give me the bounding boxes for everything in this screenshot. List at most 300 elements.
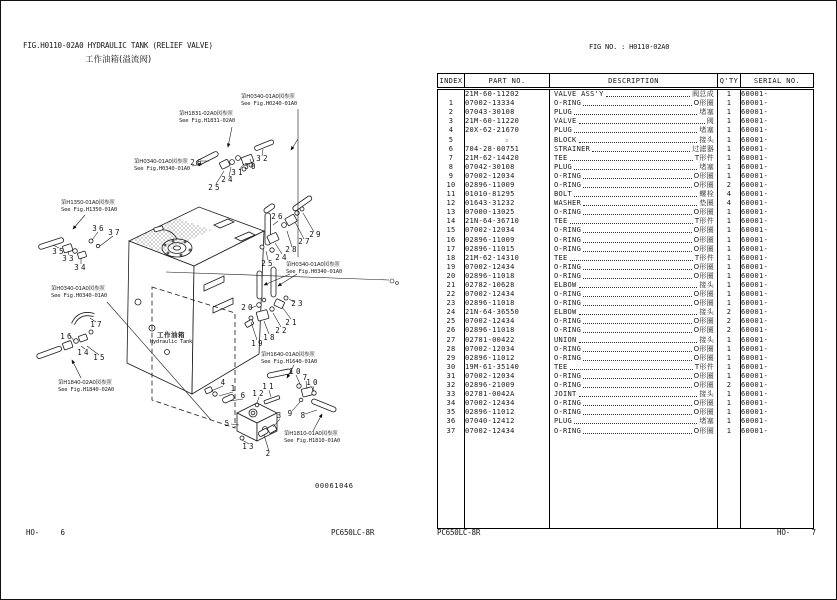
dot-leader bbox=[583, 410, 691, 415]
part-row bbox=[438, 181, 814, 190]
fitting-cluster-right bbox=[260, 195, 314, 263]
dot-leader bbox=[579, 338, 698, 343]
cell-part-no: 01643-31232 bbox=[465, 199, 550, 208]
callout-number: 13 bbox=[242, 442, 256, 452]
cell-serial: 60001- bbox=[741, 108, 814, 117]
description-en: O-RING bbox=[554, 353, 582, 362]
cell-part-no: 07002-12034 bbox=[465, 372, 550, 381]
description-cn: 垫圈 bbox=[699, 199, 714, 208]
cell-index: 21 bbox=[446, 281, 456, 290]
cell-description bbox=[550, 199, 718, 208]
part-row bbox=[438, 163, 814, 172]
fitting-cluster-left-upper bbox=[38, 232, 113, 264]
cell-description bbox=[550, 135, 718, 144]
cell-index: 31 bbox=[446, 371, 456, 380]
see-fig-reference-jp: 第H1831-02A0図参照 bbox=[179, 111, 233, 117]
tank-label-en: Hydraulic Tank bbox=[149, 339, 193, 345]
description-en: PLUG bbox=[554, 417, 573, 426]
cell-description bbox=[550, 117, 718, 126]
part-row bbox=[438, 199, 814, 208]
cell-part-no: 07043-30108 bbox=[465, 108, 550, 117]
empty-cell bbox=[741, 436, 814, 529]
cell-index: 17 bbox=[446, 244, 456, 253]
cell-description bbox=[550, 154, 718, 163]
valve-block-cluster bbox=[204, 369, 336, 451]
cell-serial: 60001- bbox=[741, 89, 814, 100]
callout-number: 26 bbox=[190, 158, 204, 168]
dot-leader bbox=[574, 419, 697, 424]
callout-number: 33 bbox=[62, 254, 76, 264]
callout-number: 18 bbox=[263, 333, 277, 343]
cell-qty: 2 bbox=[718, 326, 741, 335]
part-row bbox=[438, 299, 814, 308]
description-cn: O形圈 bbox=[693, 180, 714, 189]
callout-number: 31 bbox=[231, 168, 245, 178]
part-row bbox=[438, 117, 814, 126]
cell-description bbox=[550, 354, 718, 363]
cell-part-no: 21N-64-36550 bbox=[465, 308, 550, 317]
cell-serial: 60001- bbox=[741, 299, 814, 308]
part-row bbox=[438, 390, 814, 399]
description-cn: 堵塞 bbox=[699, 126, 714, 135]
cell-part-no: 02781-0042A bbox=[465, 390, 550, 399]
see-fig-reference-jp: 第H1810-01A0図参照 bbox=[284, 431, 338, 437]
cell-serial: 60001- bbox=[741, 254, 814, 263]
description-en: STRAINER bbox=[554, 144, 591, 153]
callout-number: 10 bbox=[306, 378, 320, 388]
description-en: O-RING bbox=[554, 171, 582, 180]
empty-cell bbox=[465, 436, 550, 529]
description-cn: O形圈 bbox=[693, 99, 714, 108]
cell-part-no: 02782-10628 bbox=[465, 281, 550, 290]
cell-index: 37 bbox=[446, 426, 456, 435]
cell-serial: 60001- bbox=[741, 272, 814, 281]
description-en: O-RING bbox=[554, 299, 582, 308]
description-en: O-RING bbox=[554, 208, 582, 217]
part-row bbox=[438, 417, 814, 426]
cell-index: 4 bbox=[448, 126, 454, 135]
part-row bbox=[438, 399, 814, 408]
cell-description bbox=[550, 245, 718, 254]
cell-index: 14 bbox=[446, 217, 456, 226]
cell-description bbox=[550, 99, 718, 108]
cell-description bbox=[550, 363, 718, 372]
cell-index: 35 bbox=[446, 408, 456, 417]
cell-qty: 1 bbox=[718, 217, 741, 226]
description-en: PLUG bbox=[554, 108, 573, 117]
dot-leader bbox=[583, 319, 691, 324]
callout-number: 5 bbox=[224, 419, 232, 429]
part-row bbox=[438, 89, 814, 100]
cell-index: 5 bbox=[448, 135, 454, 144]
dot-leader bbox=[583, 429, 691, 434]
cell-qty: 1 bbox=[718, 126, 741, 135]
cell-description bbox=[550, 326, 718, 335]
description-en: O-RING bbox=[554, 262, 582, 271]
part-row bbox=[438, 190, 814, 199]
cell-part-no: 21M-60-11220 bbox=[465, 117, 550, 126]
see-fig-reference-en: See Fig.H0340-01A0 bbox=[51, 292, 108, 299]
figure-title-cn: 工作油箱(溢流阀) bbox=[85, 55, 152, 65]
description-cn: O形圈 bbox=[693, 171, 714, 180]
description-cn: O形圈 bbox=[693, 271, 714, 280]
part-row bbox=[438, 263, 814, 272]
cell-qty: 1 bbox=[718, 345, 741, 354]
cell-index: 2 bbox=[448, 108, 454, 117]
callout-number: 11 bbox=[262, 382, 276, 392]
callout-number: 26 bbox=[271, 212, 285, 222]
part-row bbox=[438, 236, 814, 245]
see-fig-reference-en: See Fig.H0240-01A0 bbox=[241, 100, 298, 107]
cell-part-no: 07002-12434 bbox=[465, 263, 550, 272]
left-model-code: PC650LC-8R bbox=[331, 528, 375, 537]
cell-index: 26 bbox=[446, 326, 456, 335]
fitting-cluster-top bbox=[195, 139, 274, 184]
description-en: O-RING bbox=[554, 317, 582, 326]
cell-qty: 1 bbox=[718, 254, 741, 263]
callout-number: 27 bbox=[298, 237, 312, 247]
description-en: TEE bbox=[554, 153, 568, 162]
cell-serial: 60001- bbox=[741, 426, 814, 435]
column-header: INDEX bbox=[438, 74, 465, 89]
left-page-number: HO- 6 bbox=[26, 528, 65, 537]
cell-index: 24 bbox=[446, 308, 456, 317]
dot-leader bbox=[583, 265, 691, 270]
part-row bbox=[438, 281, 814, 290]
cell-index: 3 bbox=[448, 117, 454, 126]
description-cn: 接头 bbox=[699, 308, 714, 317]
cell-qty: 1 bbox=[718, 117, 741, 126]
cell-index: 22 bbox=[446, 290, 456, 299]
cell-part-no: 01010-81295 bbox=[465, 190, 550, 199]
cell-part-no: 19M-61-35140 bbox=[465, 363, 550, 372]
cell-description bbox=[550, 336, 718, 345]
cell-part-no: 07002-13334 bbox=[465, 99, 550, 108]
see-fig-reference-jp: 第H1840-02A0図参照 bbox=[58, 380, 112, 386]
dot-leader bbox=[606, 92, 690, 97]
cell-index: 18 bbox=[446, 253, 456, 262]
cell-description bbox=[550, 190, 718, 199]
description-cn: 堵塞 bbox=[699, 417, 714, 426]
dot-leader bbox=[583, 383, 691, 388]
description-cn: O形圈 bbox=[693, 344, 714, 353]
see-fig-reference-en: See Fig.H1640-01A0 bbox=[261, 358, 318, 365]
cell-qty: 1 bbox=[718, 226, 741, 235]
part-row bbox=[438, 317, 814, 326]
cell-description bbox=[550, 126, 718, 135]
callout-number: 1 bbox=[230, 384, 238, 394]
dot-leader bbox=[579, 392, 698, 397]
cell-qty: 1 bbox=[718, 408, 741, 417]
cell-qty: 2 bbox=[718, 308, 741, 317]
part-row bbox=[438, 363, 814, 372]
cell-part-no: 02896-21009 bbox=[465, 381, 550, 390]
cell-serial: 60001- bbox=[741, 181, 814, 190]
callout-number: 23 bbox=[291, 299, 305, 309]
cell-part-no: 07002-12434 bbox=[465, 399, 550, 408]
callout-number: 34 bbox=[74, 263, 88, 273]
callout-number: 29 bbox=[309, 230, 323, 240]
callout-number: 10 bbox=[289, 367, 303, 377]
callout-number: 14 bbox=[77, 348, 91, 358]
cell-index: 25 bbox=[446, 317, 456, 326]
description-en: ELBOW bbox=[554, 308, 577, 317]
cell-serial: 60001- bbox=[741, 199, 814, 208]
description-cn: 堵塞 bbox=[699, 162, 714, 171]
cell-qty: 1 bbox=[718, 245, 741, 254]
description-cn: 接头 bbox=[699, 135, 714, 144]
callout-number: 28 bbox=[285, 245, 299, 255]
cell-part-no: 20X-62-21670 bbox=[465, 126, 550, 135]
cell-serial: 60001- bbox=[741, 290, 814, 299]
description-en: VALVE bbox=[554, 117, 577, 126]
callout-number: 22 bbox=[275, 326, 289, 336]
cell-qty: 1 bbox=[718, 372, 741, 381]
cell-serial: 60001- bbox=[741, 390, 814, 399]
description-en: BOLT bbox=[554, 190, 573, 199]
callout-number: 7 bbox=[302, 373, 310, 383]
cell-index: 30 bbox=[446, 362, 456, 371]
figure-title: FIG.H0110-02A0 HYDRAULIC TANK (RELIEF VALVE) bbox=[23, 41, 213, 50]
cell-part-no: 02896-11018 bbox=[465, 299, 550, 308]
cell-part-no: 704-28-00751 bbox=[465, 145, 550, 154]
column-header: PART NO. bbox=[465, 74, 550, 89]
callout-number: 32 bbox=[256, 154, 270, 164]
cell-index: 10 bbox=[446, 180, 456, 189]
cell-part-no: 21N-64-36710 bbox=[465, 217, 550, 226]
dot-leader bbox=[579, 283, 698, 288]
cell-index: 16 bbox=[446, 235, 456, 244]
callout-number: 36 bbox=[92, 224, 106, 234]
part-row bbox=[438, 336, 814, 345]
right-page-number: HO- 7 bbox=[777, 528, 816, 537]
cell-description bbox=[550, 308, 718, 317]
cell-qty: 1 bbox=[718, 145, 741, 154]
callout-number: 30 bbox=[244, 162, 258, 172]
cell-serial: 60001- bbox=[741, 236, 814, 245]
cell-part-no: 07002-12034 bbox=[465, 226, 550, 235]
callout-number: 35 bbox=[52, 247, 66, 257]
dot-leader bbox=[583, 401, 691, 406]
description-cn: O形圈 bbox=[693, 317, 714, 326]
see-fig-reference-jp: 第H1640-01A0図参照 bbox=[261, 352, 315, 358]
part-row bbox=[438, 372, 814, 381]
callout-number: 12 bbox=[252, 389, 266, 399]
see-fig-reference-jp: 第H0340-01A0図参照 bbox=[134, 159, 188, 165]
description-en: O-RING bbox=[554, 344, 582, 353]
dot-leader bbox=[570, 256, 693, 261]
cell-serial: 60001- bbox=[741, 172, 814, 181]
cell-qty: 2 bbox=[718, 181, 741, 190]
cell-index: 7 bbox=[448, 153, 454, 162]
header-row bbox=[438, 74, 814, 89]
part-row bbox=[438, 408, 814, 417]
callout-number: 15 bbox=[93, 353, 107, 363]
parts-table-header bbox=[438, 74, 814, 89]
callout-number: 6 bbox=[240, 391, 248, 401]
cell-description bbox=[550, 217, 718, 226]
cell-description bbox=[550, 272, 718, 281]
part-row bbox=[438, 308, 814, 317]
cell-part-no: ☆ bbox=[465, 135, 550, 144]
drawing-number: 00061046 bbox=[315, 482, 354, 490]
cell-qty: 4 bbox=[718, 190, 741, 199]
cell-qty: 1 bbox=[718, 154, 741, 163]
dot-leader bbox=[583, 356, 691, 361]
parts-table-body bbox=[438, 89, 814, 529]
cell-qty: 2 bbox=[718, 317, 741, 326]
cell-index: 8 bbox=[448, 162, 454, 171]
cell-index bbox=[438, 89, 465, 100]
dot-leader bbox=[570, 219, 693, 224]
empty-cell bbox=[550, 436, 718, 529]
cell-serial: 60001- bbox=[741, 154, 814, 163]
cell-description bbox=[550, 89, 718, 100]
callout-number: 25 bbox=[208, 183, 222, 193]
dot-leader bbox=[583, 274, 691, 279]
cell-qty: 1 bbox=[718, 263, 741, 272]
parts-table bbox=[437, 73, 814, 529]
cell-description bbox=[550, 399, 718, 408]
cell-part-no: 02896-11018 bbox=[465, 272, 550, 281]
cell-description bbox=[550, 108, 718, 117]
cell-serial: 60001- bbox=[741, 126, 814, 135]
cell-description bbox=[550, 290, 718, 299]
description-en: O-RING bbox=[554, 235, 582, 244]
cell-qty: 1 bbox=[718, 336, 741, 345]
cell-serial: 60001- bbox=[741, 163, 814, 172]
part-row bbox=[438, 272, 814, 281]
cell-serial: 60001- bbox=[741, 135, 814, 144]
cell-qty: 1 bbox=[718, 99, 741, 108]
part-row bbox=[438, 354, 814, 363]
cell-description bbox=[550, 236, 718, 245]
cell-qty: 1 bbox=[718, 299, 741, 308]
dot-leader bbox=[583, 101, 691, 106]
description-cn: 阀总成 bbox=[692, 90, 714, 99]
cell-index: 23 bbox=[446, 299, 456, 308]
cell-qty: 1 bbox=[718, 163, 741, 172]
cell-qty: 1 bbox=[718, 89, 741, 100]
cell-index: 11 bbox=[446, 190, 456, 199]
cell-serial: 60001- bbox=[741, 326, 814, 335]
column-header: Q'TY bbox=[718, 74, 741, 89]
callout-number: 19 bbox=[251, 339, 265, 349]
cell-index: 1 bbox=[448, 99, 454, 108]
cell-description bbox=[550, 254, 718, 263]
cell-qty: 1 bbox=[718, 135, 741, 144]
see-fig-reference-en: See Fig.H1350-01A0 bbox=[61, 206, 118, 213]
cell-index: 29 bbox=[446, 353, 456, 362]
empty-cell bbox=[438, 436, 465, 529]
callout-number: 25 bbox=[261, 259, 275, 269]
see-fig-reference-jp: 第H1350-01A0図参照 bbox=[61, 200, 115, 206]
dot-leader bbox=[583, 238, 691, 243]
cell-serial: 60001- bbox=[741, 245, 814, 254]
dot-leader bbox=[583, 247, 691, 252]
part-row bbox=[438, 326, 814, 335]
part-row bbox=[438, 217, 814, 226]
description-cn: O形圈 bbox=[693, 299, 714, 308]
cell-part-no: 02896-11015 bbox=[465, 245, 550, 254]
description-en: PLUG bbox=[554, 126, 573, 135]
cell-description bbox=[550, 208, 718, 217]
part-row bbox=[438, 135, 814, 144]
part-row bbox=[438, 208, 814, 217]
dot-leader bbox=[583, 347, 691, 352]
cell-description bbox=[550, 317, 718, 326]
description-cn: 接头 bbox=[699, 390, 714, 399]
dot-leader bbox=[570, 156, 693, 161]
cell-part-no: 07040-12412 bbox=[465, 417, 550, 426]
cell-serial: 60001- bbox=[741, 408, 814, 417]
cell-serial: 60001- bbox=[741, 308, 814, 317]
description-cn: O形圈 bbox=[693, 235, 714, 244]
cell-serial: 60001- bbox=[741, 354, 814, 363]
cell-index: 27 bbox=[446, 335, 456, 344]
callout-number: 3 bbox=[276, 411, 284, 421]
callout-number: 9 bbox=[287, 409, 295, 419]
part-row bbox=[438, 145, 814, 154]
description-en: O-RING bbox=[554, 381, 582, 390]
cell-part-no: 02896-11012 bbox=[465, 354, 550, 363]
see-fig-reference-en: See Fig.H1810-01A0 bbox=[284, 437, 341, 444]
see-fig-reference-jp: 第H0340-01A0図参照 bbox=[51, 286, 105, 292]
part-row bbox=[438, 108, 814, 117]
description-cn: T形件 bbox=[694, 253, 714, 262]
dot-leader bbox=[574, 110, 697, 115]
description-cn: 接头 bbox=[699, 335, 714, 344]
callout-number: 2 bbox=[265, 449, 273, 459]
dot-leader bbox=[574, 192, 697, 197]
description-cn: O形圈 bbox=[693, 326, 714, 335]
cell-serial: 60001- bbox=[741, 317, 814, 326]
cell-qty: 1 bbox=[718, 426, 741, 435]
dot-leader bbox=[579, 119, 705, 124]
part-row bbox=[438, 254, 814, 263]
cell-serial: 60001- bbox=[741, 217, 814, 226]
part-row bbox=[438, 290, 814, 299]
cell-description bbox=[550, 263, 718, 272]
description-cn: O形圈 bbox=[693, 381, 714, 390]
description-cn: O形圈 bbox=[693, 290, 714, 299]
cell-description bbox=[550, 163, 718, 172]
callout-number: 21 bbox=[285, 318, 299, 328]
tank-body bbox=[127, 207, 264, 428]
description-cn: 堵塞 bbox=[699, 108, 714, 117]
description-en: BLOCK bbox=[554, 135, 577, 144]
description-en: O-RING bbox=[554, 99, 582, 108]
description-cn: 螺栓 bbox=[699, 190, 714, 199]
description-en: O-RING bbox=[554, 180, 582, 189]
description-en: TEE bbox=[554, 253, 568, 262]
cell-description bbox=[550, 145, 718, 154]
cell-description bbox=[550, 345, 718, 354]
cell-index: 9 bbox=[448, 171, 454, 180]
dot-leader bbox=[583, 201, 697, 206]
cell-description bbox=[550, 390, 718, 399]
description-en: O-RING bbox=[554, 399, 582, 408]
cell-serial: 60001- bbox=[741, 117, 814, 126]
empty-filler-row bbox=[438, 436, 814, 529]
description-en: TEE bbox=[554, 217, 568, 226]
description-cn: T形件 bbox=[694, 217, 714, 226]
cell-description bbox=[550, 417, 718, 426]
cell-part-no: 21M-62-14420 bbox=[465, 154, 550, 163]
dot-leader bbox=[583, 374, 691, 379]
cell-index: 15 bbox=[446, 226, 456, 235]
part-row bbox=[438, 172, 814, 181]
